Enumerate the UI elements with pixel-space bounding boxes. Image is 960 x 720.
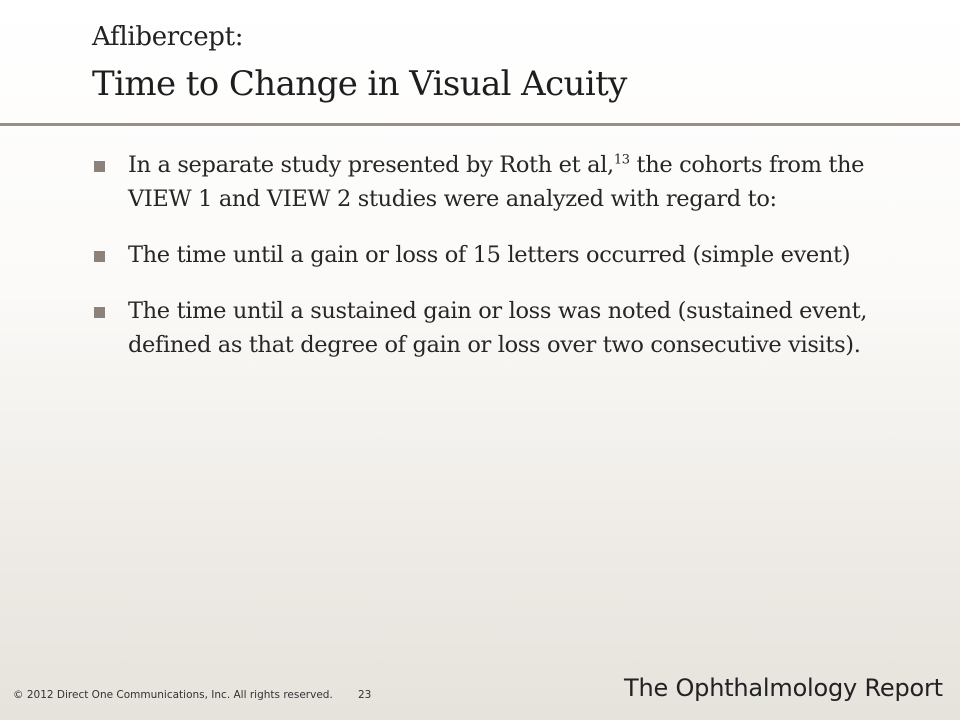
- citation-superscript: 13: [613, 152, 630, 168]
- slide-title-line1: Aflibercept:: [92, 22, 244, 52]
- brand-logo-text: The Ophthalmology Report: [624, 674, 943, 702]
- bullet-item: [92, 148, 872, 216]
- bullet-text: In a separate study presented by Roth et al,: [128, 152, 614, 178]
- bullet-text: The time until a gain or loss of 15 letters occurred (simple event): [128, 242, 851, 268]
- bullet-text-continued: the cohorts from the VIEW 1 and VIEW 2 studies were analyzed with regard to:: [128, 152, 865, 212]
- bullet-list: [92, 148, 872, 384]
- bullet-item: [92, 294, 872, 362]
- bullet-text: The time until a sustained gain or loss was noted (sustained event, defined as that degree of gain or loss over two consecutive visits).: [128, 298, 868, 358]
- page-number: 23: [358, 689, 372, 701]
- square-bullet-icon: [94, 307, 105, 318]
- footer-copyright: © 2012 Direct One Communications, Inc. All rights reserved.: [13, 689, 333, 701]
- slide-header: [0, 0, 960, 126]
- square-bullet-icon: [94, 161, 105, 172]
- bullet-item: [92, 238, 872, 272]
- slide-title-line2: Time to Change in Visual Acuity: [92, 64, 627, 104]
- title-divider: [0, 123, 960, 126]
- square-bullet-icon: [94, 251, 105, 262]
